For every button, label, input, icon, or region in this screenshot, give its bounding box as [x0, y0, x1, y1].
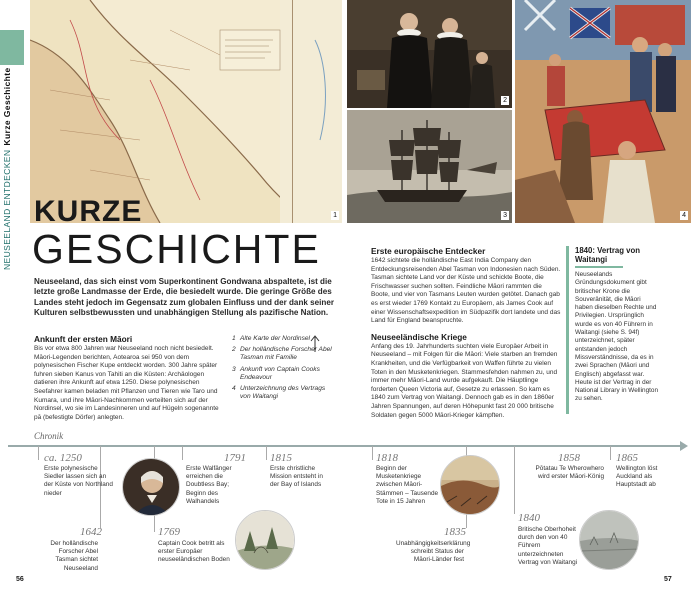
photo-map: [30, 0, 342, 223]
timeline-tick: [266, 446, 267, 460]
box-heading: 1840: Vertrag von Waitangi: [575, 246, 641, 264]
box-divider: [575, 266, 623, 268]
ship-illustration: [347, 110, 512, 223]
arrow-up-icon: [310, 335, 320, 353]
page-number-right: 57: [664, 576, 672, 583]
timeline-label: Chronik: [34, 431, 64, 441]
musket-wars-image: [440, 455, 500, 515]
timeline-event: Erste polynesische Siedler lassen sich an der Küste von Northland nieder: [44, 465, 113, 497]
timeline-year: 1791: [224, 452, 246, 464]
timeline-year: 1769: [158, 526, 180, 538]
picture-ref: 4 Unterzeichnung des Vertrags von Waitangi: [232, 385, 326, 401]
timeline-year: 1835: [444, 526, 466, 538]
timeline-event: Britische Oberhoheit durch den von 40 Führern unterzeichneten Vertrag von Waitangi: [518, 526, 578, 566]
timeline-event: Erste Walfänger erreichen die Doubtless Bay; Beginn des Walhandels: [186, 465, 232, 505]
timeline-tick: [38, 446, 39, 460]
photo-number: 4: [682, 212, 686, 219]
timeline-year: ca. 1250: [44, 452, 82, 464]
side-section-label: [2, 60, 20, 270]
wellington-harbour-image: [579, 510, 639, 570]
timeline-year: 1865: [616, 452, 638, 464]
timeline-arrow-icon: [680, 441, 688, 451]
timeline-event: Captain Cook betritt als erster Europäer neuseeländischen Boden: [158, 540, 230, 564]
timeline-event: Der holländische Forscher Abel Tasman sichtet Neuseeland: [50, 540, 98, 572]
treaty-painting-illustration: [515, 0, 691, 223]
timeline-year: 1642: [80, 526, 102, 538]
timeline-year: 1858: [558, 452, 580, 464]
timeline-tick: [610, 446, 611, 460]
section-first-maori: [34, 334, 222, 422]
photo-tasman-family: [347, 0, 512, 108]
box-body: Neuseelands Gründungsdokument gibt britischer Krone die Souveränität, die Māori haben dieselben Rechte und Privilegien. Ursprünglich wurde es von 40 Führern in Waitangi (siehe S. 94f) unterzeichnet, später entstanden jedoch Missverständnisse, da es in zwei Sprachen (Māori und Englisch) abgefasst war. Heute ist der Vertrag in der National Library in Wellington zu sehen.: [575, 271, 659, 403]
section-body: Bis vor etwa 800 Jahren war Neuseeland noch nicht besiedelt. Māori-Legenden berichten, Aotearoa sei 950 von dem polynesischen Fischer Kupe entdeckt worden. 300 Jahre später fuhren sieben Kanus von Tahiti an die Küsten: Archäologen datieren ihre Ankunft auf etwa 1250. Diese polynesischen Seefahrer kamen beladen mit Pflanzen und Tieren wie Taro und Kumara, und ihre Māori-Nachkommen verteilten sich auf der Nordinsel, wo sie im Landesinneren und auf Hügeln sogenannte pā (befestigte Dörfer) anlegten.: [34, 345, 219, 421]
picture-ref: 2 Der holländische Forscher Abel Tasman mit Familie: [232, 346, 332, 362]
photo-treaty-signing: [515, 0, 691, 223]
timeline-tick: [514, 446, 515, 514]
picture-ref: 1 Alte Karte der Nordinsel: [232, 335, 311, 342]
page-title-line1: KURZE: [34, 195, 143, 228]
section-heading: Ankunft der ersten Māori: [34, 334, 133, 344]
section-heading: Erste europäische Entdecker: [371, 246, 486, 256]
timeline-event: Pōtatau Te Wherowhero wird erster Māori-König: [535, 465, 604, 481]
section-explorers-wars: [371, 246, 561, 426]
timeline-event: Wellington löst Auckland als Hauptstadt ab: [616, 465, 658, 489]
portrait-cook-image: [122, 458, 180, 516]
timeline-event: Beginn der Musketenkriege zwischen Māori-Stämmen – Tausende Tote in 15 Jahren: [376, 465, 439, 505]
timeline-axis: [8, 445, 684, 447]
photo-number: 3: [503, 212, 507, 219]
intro-paragraph: Neuseeland, das sich einst vom Superkontinent Gondwana abspaltete, ist die letzte große Landmasse der Erde, die besiedelt wurde. Die geringe Größe des Landes steht jedoch im Gegensatz zum globalen Einfluss und der dank seiner Kulturen selbstbewussten und unabhängigen Stellung als pazifische Nation.: [34, 277, 334, 318]
timeline-year: 1840: [518, 512, 540, 524]
subsection-name: Kurze Geschichte: [2, 67, 12, 146]
family-portrait-illustration: [347, 0, 512, 108]
treaty-info-box: [566, 246, 658, 414]
page-number-left: 56: [16, 576, 24, 583]
picture-ref: 3 Ankunft von Captain Cooks Endeavour: [232, 365, 320, 381]
page-title-line2: GESCHICHTE: [32, 226, 321, 272]
timeline-event: Erste christliche Mission entsteht in der Bay of Islands: [270, 465, 323, 489]
timeline-year: 1815: [270, 452, 292, 464]
mission-landscape-image: [235, 510, 295, 570]
timeline-tick: [182, 446, 183, 460]
timeline-year: 1818: [376, 452, 398, 464]
section-body: Anfang des 19. Jahrhunderts suchten viele Europäer Arbeit in Neuseeland – mit Folgen für die Māori: Viele starben an fremden Krankheiten, und die Verfügbarkeit von Waffen führte zu vielen Toten in den Musketenkriegen. Stammesfehden nahmen zu, und immer mehr Māori-Land wurde aufgekauft. Die Häuptlinge forderten Queen Victoria auf, Gesetze zu erlassen. So kam es 1840 zum Vertrag von Waitangi. Dennoch gab es in den 1860er Jahren Spannungen, auf deren Höhepunkt fast 20 000 britische Soldaten gegen 5000 Māori-Krieger kämpften.: [371, 342, 558, 419]
timeline-event: Unabhängigkeitserklärung schreibt Status der Māori-Länder fest: [396, 540, 471, 564]
old-map-illustration: [30, 0, 342, 223]
timeline-tick: [372, 446, 373, 460]
photo-number: 2: [503, 97, 507, 104]
photo-number: 1: [333, 212, 337, 219]
section-name: NEUSEELAND ENTDECKEN: [2, 149, 12, 270]
section-body: 1642 sichtete die holländische East India Company den Entdeckungsreisenden Abel Tasman von Indonesien nach Süden. Tasman sichtete Land vor der Küste und schickte Boote, die Frischwasser suchen sollten. Feindliche Māori rammten die Boote, und vier von Tasmans Leuten wurden getötet. Danach gab es erst wieder 1769 Kontakt zu Europäern, als James Cook auf einer Wissenschaftsexpedition im Südpazifik dort landete und das Land für England beanspruchte.: [371, 257, 561, 325]
section-heading: Neuseeländische Kriege: [371, 331, 467, 342]
photo-endeavour-ship: [347, 110, 512, 223]
